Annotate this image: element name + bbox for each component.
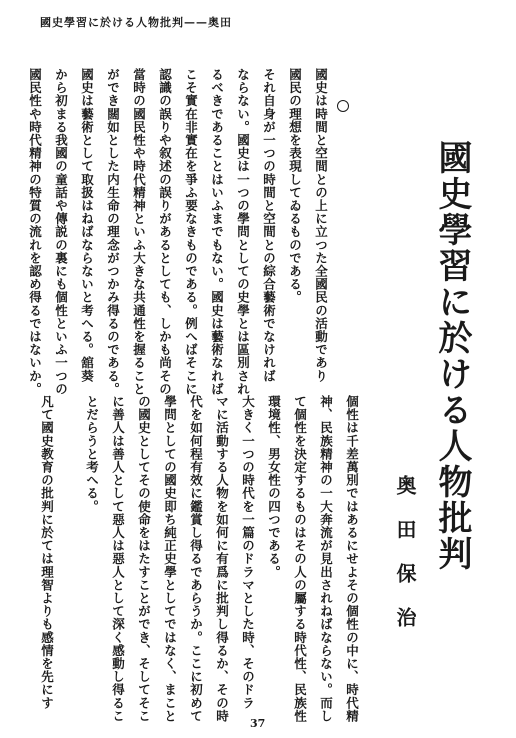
lower-line: 神、民族精神の一大奔流が見出されねばならない。而し: [318, 395, 334, 723]
upper-line: こそ實在非實在を爭ふ要なきものである。例へばそこに: [183, 68, 199, 396]
upper-line: 國史は藝術として取扱はねばならないと考へる。舘葵: [79, 68, 95, 383]
running-head: 國史學習に於ける人物批判——奥田: [40, 16, 232, 29]
upper-line: 認識の誤りや叙述の誤りがあるとしても、しかも尚その: [157, 68, 173, 396]
lower-line: の國史としてその使命をはたすことができ、そしてそこ: [136, 395, 152, 723]
author-name: 奥田保治: [393, 475, 417, 651]
lower-line: 個性は千差萬別ではあるにせよその個性の中に、時代精: [344, 395, 360, 723]
upper-line: から初まる我國の童話や傳説の裏にも個性といふ一つの: [53, 68, 69, 396]
page-number: 37: [250, 717, 266, 730]
upper-line: るべきであることはいふまでもない。國史は藝術なれば: [209, 68, 225, 396]
lower-line: に善人は善人として惡人は惡人として深く感動し得るこ: [110, 395, 126, 723]
bottom-paragraph-line: 凡て國史教育の批判に於ては理智よりも感情を先にす: [39, 395, 55, 710]
upper-line: 國民の理想を表現してゐるものである。: [287, 68, 303, 304]
lower-line: 環境性、男女性の四つである。: [266, 395, 282, 579]
upper-line: ができ闊如とした内生命の理念がつかみ得るのである。: [105, 68, 121, 396]
upper-line: 當時の國民性や時代精神といふ大きな共通性を握ること: [131, 68, 147, 396]
upper-line: 國民性や時代精神の特質の流れを認め得るではないか。: [27, 68, 43, 396]
lower-line: 代を如何程有效に鑑賞し得るであらうか。ここに初めて: [188, 395, 204, 723]
upper-line: ならない。國史は一つの學問としての史學とは區別され: [235, 68, 251, 396]
lower-line: て個性を決定するものはその人の屬する時代性、民族性: [292, 395, 308, 723]
upper-line: 國史は時間と空間との上に立つた全國民の活動であり: [313, 68, 329, 383]
lower-line: とだらうと考へる。: [84, 395, 100, 513]
section-mark-circle: [337, 100, 349, 112]
article-title: 國史學習に於ける人物批判: [432, 140, 472, 572]
lower-line: 大きく一つの時代を一篇のドラマとした時、そのドラ: [240, 395, 256, 710]
lower-line: 學問としての國史即ち純正史學としてではなく、まこと: [162, 395, 178, 723]
upper-line: それ自身が一つの時間と空間との綜合藝術でなければ: [261, 68, 277, 383]
lower-line: マに活動する人物を如何に有爲に批判し得るか、その時: [214, 395, 230, 723]
